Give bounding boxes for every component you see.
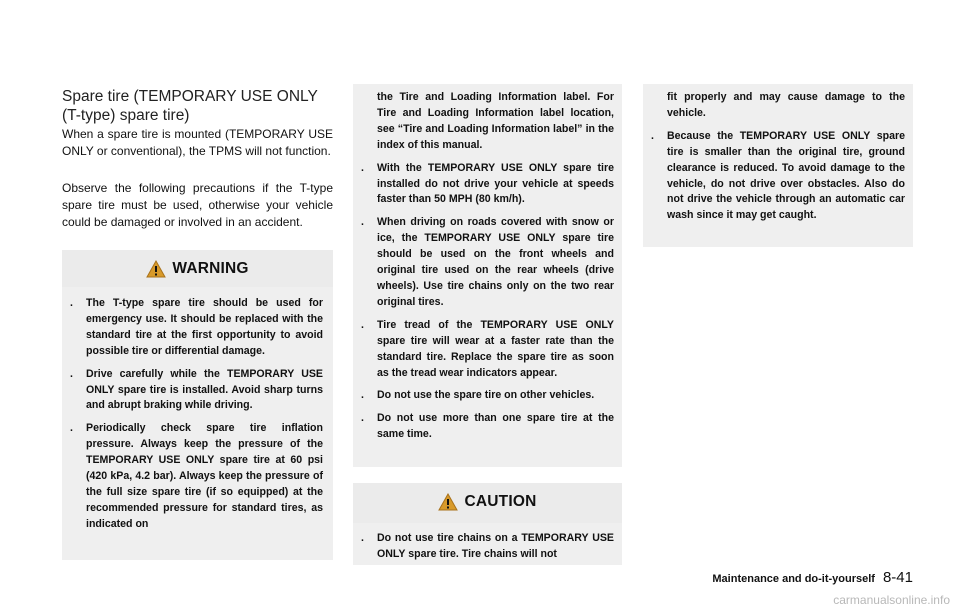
caution-header	[353, 483, 622, 520]
list-item: . With the TEMPORARY USE ONLY spare tire installed do not drive your vehicle at speeds faster than 50 MPH (80 km/h).	[361, 161, 614, 206]
list-item: the Tire and Loading Information label. For Tire and Loading Information label location, see “Tire and Loading Information label” in the index of this manual.	[377, 91, 614, 151]
warning-box-continued	[353, 84, 622, 467]
page-number: 8-41	[882, 569, 913, 586]
warning-triangle-icon	[438, 493, 458, 511]
list-item: . The T-type spare tire should be used for emergency use. It should be replaced with the standard tire at the first opportunity to avoid possible tire or differential damage.	[70, 297, 323, 357]
list-item: . Do not use the spare tire on other vehicles.	[361, 389, 595, 402]
list-item: . Drive carefully while the TEMPORARY USE ONLY spare tire is installed. Avoid sharp turns and abrupt braking while driving.	[70, 367, 323, 412]
warning-body-continued	[353, 84, 622, 467]
list-item: . Periodically check spare tire inflation pressure. Always keep the pressure of the TEMPORARY USE ONLY spare tire at 60 psi (420 kPa, 4.2 bar). Always keep the pressure of the full size spare tire (if so equipped) at the recommended pressure for standard tires, as indicated on	[70, 422, 323, 530]
warning-body	[62, 287, 333, 560]
list-item: . Tire tread of the TEMPORARY USE ONLY spare tire will wear at a faster rate than the standard tire. Replace the spare tire as soon as the tread wear indicators appear.	[361, 318, 614, 379]
caution-box	[353, 483, 622, 565]
list-item: . Because the TEMPORARY USE ONLY spare tire is smaller than the original tire, ground clearance is reduced. To avoid damage to the vehicle, do not drive over obstacles. Also do not drive the vehicle through an automatic car wash since it may get caught.	[651, 129, 905, 222]
warning-triangle-icon	[146, 260, 166, 278]
caution-title: CAUTION	[464, 492, 537, 510]
section-heading: Spare tire (TEMPORARY USE ONLY (T-type) spare tire)	[62, 88, 318, 124]
warning-title: WARNING	[172, 259, 249, 277]
footer-section-name: Maintenance and do-it-yourself	[712, 573, 875, 585]
list-item: . Do not use more than one spare tire at the same time.	[361, 412, 614, 441]
page-footer	[712, 569, 913, 586]
list-item: . When driving on roads covered with snow or ice, the TEMPORARY USE ONLY spare tire should be used on the front wheels and original tire used on the rear wheels (drive wheels). Use tire chains only on the two rear original tires.	[361, 216, 614, 308]
list-item: . Do not use tire chains on a TEMPORARY USE ONLY spare tire. Tire chains will not	[361, 532, 614, 560]
warning-box	[62, 250, 333, 560]
intro-paragraph: When a spare tire is mounted (TEMPORARY USE ONLY or conventional), the TPMS will not function.	[62, 127, 333, 158]
watermark: carmanualsonline.info	[833, 593, 950, 607]
caution-body-continued	[643, 84, 913, 247]
list-item: fit properly and may cause damage to the vehicle.	[667, 91, 905, 119]
precaution-paragraph: Observe the following precautions if the T-type spare tire must be used, otherwise your vehicle could be damaged or involved in an accident.	[62, 181, 333, 229]
caution-body	[353, 523, 622, 565]
caution-box-continued	[643, 84, 913, 247]
warning-header	[62, 250, 333, 287]
